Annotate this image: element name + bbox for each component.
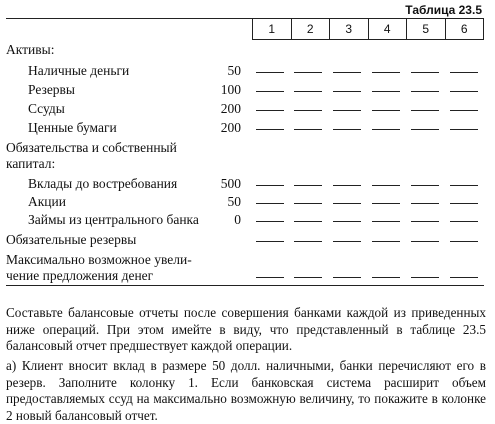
row-value: 0 <box>234 212 241 227</box>
blank-line <box>450 203 478 204</box>
fill-in-blanks <box>256 241 486 243</box>
blank-line <box>294 241 322 242</box>
fill-in-blanks <box>256 110 486 112</box>
blank-line <box>333 185 361 186</box>
row-label: Максимально возможное увели- <box>6 252 192 267</box>
fill-in-blanks <box>256 91 486 93</box>
blank-line <box>411 221 439 222</box>
blank-line <box>411 277 439 278</box>
column-header-6: 6 <box>445 19 485 39</box>
blank-line <box>372 72 400 73</box>
blank-line <box>256 277 284 278</box>
blank-line <box>294 129 322 130</box>
blank-line <box>450 241 478 242</box>
row-label: чение предложения денег <box>6 268 154 283</box>
blank-line <box>372 221 400 222</box>
row-value: 50 <box>227 63 241 78</box>
row-label: Активы: <box>6 42 55 57</box>
blank-line <box>333 241 361 242</box>
blank-line <box>372 110 400 111</box>
blank-line <box>256 185 284 186</box>
blank-line <box>372 241 400 242</box>
blank-line <box>450 72 478 73</box>
blank-line <box>411 72 439 73</box>
fill-in-blanks <box>256 203 486 205</box>
blank-line <box>294 185 322 186</box>
blank-line <box>256 241 284 242</box>
row-label: Займы из центрального банка <box>28 212 199 227</box>
fill-in-blanks <box>256 129 486 131</box>
row-label: Ценные бумаги <box>28 120 117 135</box>
blank-line <box>372 185 400 186</box>
blank-line <box>333 277 361 278</box>
blank-line <box>411 185 439 186</box>
blank-line <box>411 110 439 111</box>
column-header-4: 4 <box>368 19 407 39</box>
row-label: Вклады до востребования <box>28 176 178 191</box>
blank-line <box>372 277 400 278</box>
blank-line <box>256 110 284 111</box>
row-value: 200 <box>220 101 241 116</box>
column-header-1: 1 <box>252 19 291 39</box>
row-value: 50 <box>227 194 241 209</box>
blank-line <box>256 91 284 92</box>
row-label: Обязательства и собственный <box>6 140 177 155</box>
blank-line <box>411 91 439 92</box>
blank-line <box>372 129 400 130</box>
blank-line <box>256 129 284 130</box>
blank-line <box>256 203 284 204</box>
row-value: 100 <box>220 82 241 97</box>
row-label: капитал: <box>6 156 56 171</box>
row-label: Ссуды <box>28 101 65 116</box>
column-header-2: 2 <box>291 19 330 39</box>
fill-in-blanks <box>256 221 486 223</box>
blank-line <box>450 185 478 186</box>
blank-line <box>411 203 439 204</box>
row-value: 500 <box>220 176 241 191</box>
row-label: Наличные деньги <box>28 63 130 78</box>
blank-line <box>256 221 284 222</box>
blank-line <box>333 110 361 111</box>
table-bottom-rule <box>6 285 484 286</box>
blank-line <box>450 221 478 222</box>
blank-line <box>372 203 400 204</box>
blank-line <box>256 72 284 73</box>
blank-line <box>450 110 478 111</box>
row-label: Обязательные резервы <box>6 232 137 247</box>
fill-in-blanks <box>256 185 486 187</box>
blank-line <box>294 277 322 278</box>
row-value: 200 <box>220 120 241 135</box>
blank-line <box>411 129 439 130</box>
blank-line <box>333 72 361 73</box>
fill-in-blanks <box>256 277 486 279</box>
column-header-3: 3 <box>329 19 368 39</box>
blank-line <box>450 277 478 278</box>
blank-line <box>333 221 361 222</box>
blank-line <box>450 129 478 130</box>
row-label: Резервы <box>28 82 76 97</box>
column-header-5: 5 <box>406 19 445 39</box>
column-header <box>252 18 484 40</box>
blank-line <box>294 203 322 204</box>
blank-line <box>294 110 322 111</box>
blank-line <box>294 91 322 92</box>
blank-line <box>333 129 361 130</box>
task-a-paragraph: а) Клиент вносит вклад в размере 50 долл. наличными, банки перечисляют его в резерв. Заполните колонку 1. Если банковская система расширит объем предоставляемых ссуд на максимально возможную величину, то покажите в колонке 2 новый балансовый отчет. <box>6 358 486 423</box>
row-label: Акции <box>28 194 66 209</box>
instruction-paragraph: Составьте балансовые отчеты после совершения банками каждой из приведенных ниже операций. При этом имейте в виду, что представленный в таблице 23.5 балансовый отчет предшествует каждой операции. <box>6 305 486 353</box>
table-caption: Таблица 23.5 <box>405 3 482 17</box>
blank-line <box>450 91 478 92</box>
fill-in-blanks <box>256 72 486 74</box>
blank-line <box>333 91 361 92</box>
blank-line <box>372 91 400 92</box>
blank-line <box>294 221 322 222</box>
blank-line <box>294 72 322 73</box>
blank-line <box>411 241 439 242</box>
blank-line <box>333 203 361 204</box>
